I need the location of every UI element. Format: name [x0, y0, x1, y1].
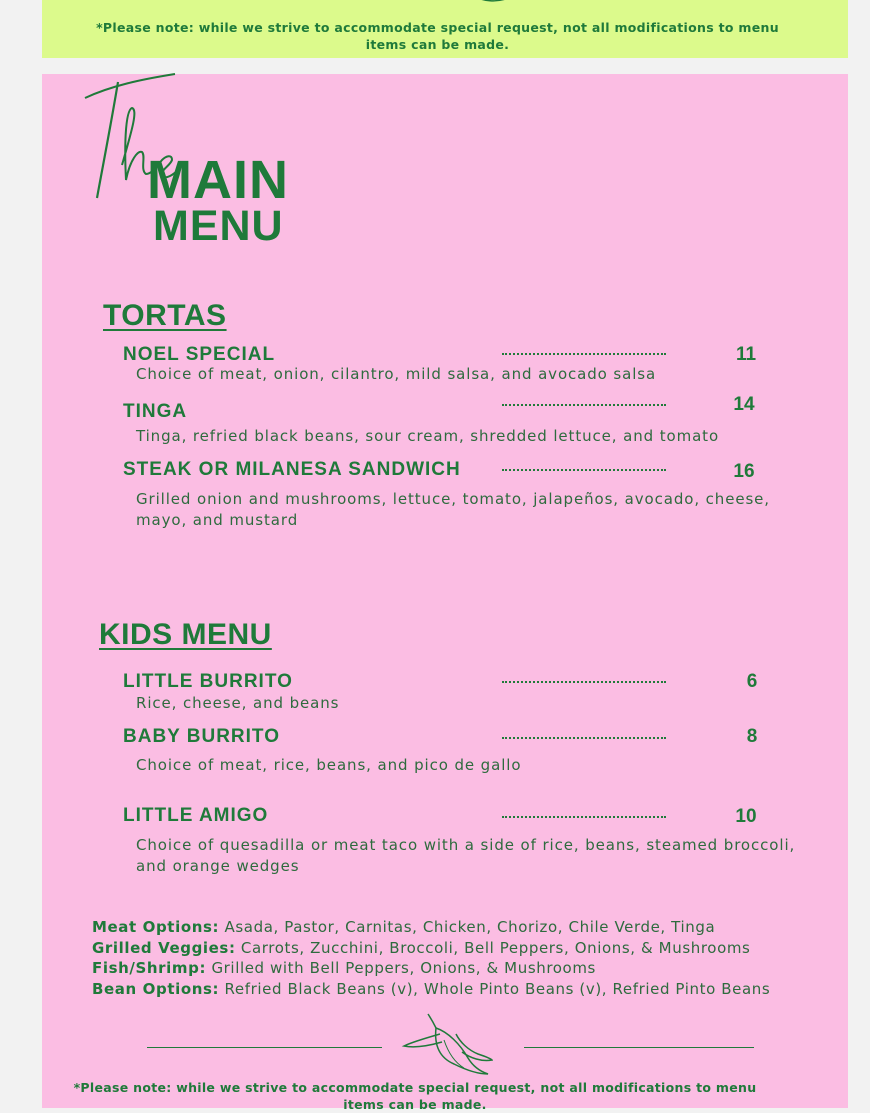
options-label: Meat Options: [92, 918, 220, 936]
section-title-tortas: TORTAS [103, 299, 227, 332]
options-value: Asada, Pastor, Carnitas, Chicken, Chorizo, Chile Verde, Tinga [224, 918, 716, 936]
divider-right [524, 1047, 754, 1048]
menu-item-name: LITTLE BURRITO [123, 671, 293, 692]
menu-item-name: NOEL SPECIAL [123, 344, 276, 365]
leader-dots [502, 816, 666, 818]
menu-item-price: 10 [735, 806, 757, 827]
menu-item-description: Tinga, refried black beans, sour cream, shredded lettuce, and tomato [136, 427, 720, 445]
leader-dots [502, 737, 666, 739]
chili-pepper-icon [452, 0, 532, 20]
options-row [92, 917, 832, 938]
options-value: Carrots, Zucchini, Broccoli, Bell Peppers, Onions, & Mushrooms [240, 938, 751, 957]
options-label: Grilled Veggies: [92, 938, 236, 957]
menu-item-name: LITTLE AMIGO [123, 805, 269, 826]
menu-item-name: STEAK OR MILANESA SANDWICH [123, 459, 461, 480]
menu-item-price: 14 [733, 394, 755, 415]
modification-note: *Please note: while we strive to accommodate special request, not all modifications to menu items can be made. [96, 20, 779, 52]
menu-item-name: BABY BURRITO [123, 726, 280, 747]
menu-item-description: Choice of quesadilla or meat taco with a side of rice, beans, steamed broccoli, and orange wedges [136, 836, 796, 875]
menu-item-description: Choice of meat, onion, cilantro, mild salsa, and avocado salsa [136, 365, 657, 383]
menu-item-description: Choice of meat, rice, beans, and pico de gallo [136, 756, 522, 774]
divider-left [147, 1047, 382, 1048]
menu-item-price: 8 [746, 726, 758, 747]
section-title-kids-menu: KIDS MENU [99, 618, 272, 651]
options-label: Bean Options: [92, 980, 220, 999]
leader-dots [502, 469, 666, 471]
main-title-line1: MAIN [147, 150, 289, 210]
modification-note: *Please note: while we strive to accommodate special request, not all modifications to menu items can be made. [73, 1080, 757, 1112]
menu-item-description: Rice, cheese, and beans [136, 694, 340, 712]
main-title-line2: MENU [153, 202, 284, 250]
leader-dots [502, 353, 666, 355]
leader-dots [502, 404, 666, 406]
options-list [92, 917, 832, 1000]
menu-item-price: 16 [733, 461, 755, 482]
leader-dots [502, 681, 666, 683]
menu-item-price: 11 [735, 344, 757, 365]
options-label: Fish/Shrimp: [92, 959, 207, 978]
options-row [92, 979, 832, 1000]
menu-item-description: Grilled onion and mushrooms, lettuce, tomato, jalapeños, avocado, cheese, mayo, and mustard [136, 490, 770, 529]
menu-item-price: 6 [746, 671, 758, 692]
options-row [92, 938, 832, 959]
options-value: Grilled with Bell Peppers, Onions, & Mushrooms [211, 959, 596, 978]
options-row [92, 958, 832, 979]
menu-item-name: TINGA [123, 401, 188, 422]
chili-pepper-icon [398, 1012, 493, 1076]
options-value: Refried Black Beans (v), Whole Pinto Beans (v), Refried Pinto Beans [224, 980, 771, 999]
